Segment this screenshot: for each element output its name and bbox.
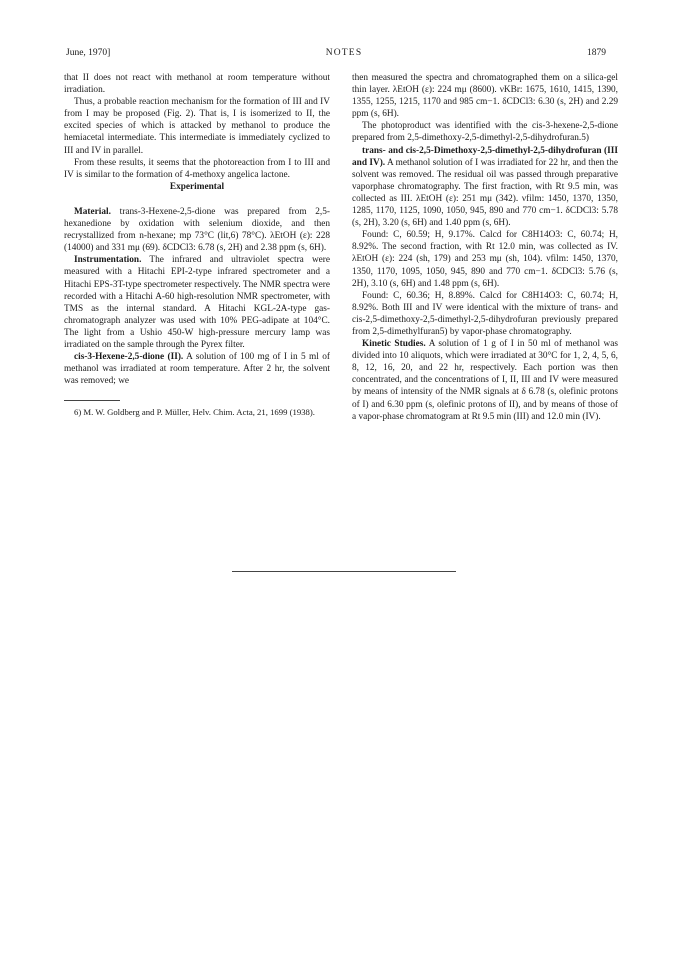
paragraph-kinetic [352, 338, 618, 423]
paragraph-instrumentation [64, 254, 330, 351]
paragraph-cis-hexenedione [64, 351, 330, 387]
paragraph-spectra: then measured the spectra and chromatographed them on a silica-gel thin layer. λEtOH (ε): 224 mμ (8600). νKBr: 1675, 1610, 1415, 1390, 1355, 1255, 1215, 1170 and 985 cm−1. δCDCl3: 6.30 (s, 2H) and 2.29 ppm (s, 6H). [352, 73, 618, 120]
end-of-article-rule [232, 571, 456, 572]
instrumentation-text: The infrared and ultraviolet spectra were measured with a Hitachi EPI-2-type infrared spectrometer and a Hitachi EPS-3T-type spectrometer respectively. The NMR spectra were recorded with a Hitachi A-60 high-resolution NMR spectrometer, with TMS as the internal standard. A Hitachi KGL-2A-type gas-chromatograph analyzer was used with 10% PEG-adipate at 104°C. The light from a Ushio 450-W high-pressure mercury lamp was irradiated on the sample through the Pyrex filter. [64, 255, 331, 350]
header-date: June, 1970] [66, 48, 111, 58]
page-header [0, 48, 688, 62]
cis-hexenedione-text: A solution of 100 mg of I in 5 ml of methanol was irradiated at room temperature. After 2 hr, the solvent was removed; we [64, 352, 330, 387]
dihydrofuran-label: trans- and cis-2,5-Dimethoxy-2,5-dimethyl-2,5-dihydrofuran (III and IV). [352, 145, 618, 168]
paragraph-photoproduct: The photoproduct was identified with the cis-3-hexene-2,5-dione prepared from 2,5-dimethoxy-2,5-dimethyl-2,5-dihydrofuran.5) [352, 121, 618, 144]
paragraph-mechanism: Thus, a probable reaction mechanism for the formation of III and IV from I may be proposed (Fig. 2). That is, I is isomerized to II, the excited species of which is attacked by methanol to produce the hemiacetal intermediate. This intermediate is immediately cyclized to III and IV in parallel. [64, 97, 330, 156]
paragraph-found-2: Found: C, 60.36; H, 8.89%. Calcd for C8H14O3: C, 60.74; H, 8.92%. Both III and IV were identical with the mixture of trans- and cis-2,5-dimethoxy-2,5-dimethyl-2,5-dihydrofuran previously prepared from 2,5-dimethylfuran5) by vapor-phase chromatography. [352, 290, 618, 337]
kinetic-label: Kinetic Studies. [362, 339, 426, 350]
material-label: Material. [74, 206, 111, 217]
paragraph-dihydrofuran [352, 145, 618, 230]
footnote-rule [64, 400, 120, 401]
paragraph-conclusion: From these results, it seems that the photoreaction from I to III and IV is similar to the formation of 4-methoxy angelica lactone. [64, 157, 330, 180]
page-number: 1879 [587, 48, 606, 58]
instrumentation-label: Instrumentation. [74, 255, 142, 266]
paragraph-continued: that II does not react with methanol at room temperature without irradiation. [64, 73, 330, 96]
paragraph-material [64, 206, 330, 254]
footnote: 6) M. W. Goldberg and P. Müller, Helv. Chim. Acta, 21, 1699 (1938). [74, 407, 315, 418]
header-section: NOTES [325, 48, 363, 58]
dihydrofuran-text: A methanol solution of I was irradiated for 22 hr, and then the solvent was removed. The residual oil was passed through preparative vaporphase chromatography. The first fraction, with Rt 9.5 min, was collected as III. λEtOH (ε): 251 mμ (342). νfilm: 1450, 1370, 1350, 1285, 1170, 1125, 1090, 1050, 945, 890 and 770 cm−1. δCDCl3: 5.78 (s, 2H), 3.20 (s, 6H) and 1.40 ppm (s, 6H). [352, 157, 619, 229]
left-column [64, 72, 330, 419]
paragraph-found-1: Found: C, 60.59; H, 9.17%. Calcd for C8H14O3: C, 60.74; H, 8.92%. The second fraction, with Rt 12.0 min, was collected as IV. λEtOH (ε): 224 (sh, 179) and 253 mμ (sh, 104). νfilm: 1450, 1370, 1350, 1170, 1095, 1050, 945, 890 and 770 cm−1. δCDCl3: 5.76 (s, 2H), 3.10 (s, 6H) and 1.48 ppm (s, 6H). [352, 230, 618, 289]
right-column [352, 72, 618, 423]
section-title-experimental: Experimental [169, 181, 225, 192]
cis-hexenedione-label: cis-3-Hexene-2,5-dione (II). [74, 352, 184, 363]
material-text: trans-3-Hexene-2,5-dione was prepared from 2,5-hexanedione by oxidation with selenium dioxide, and then recrystallized from n-hexane; mp 73°C (lit,6) 78°C). λEtOH (ε): 228 (14000) and 331 mμ (69). δCDCl3: 6.78 (s, 2H) and 2.38 ppm (s, 6H). [64, 206, 330, 254]
kinetic-text: A solution of 1 g of I in 50 ml of methanol was divided into 10 aliquots, which were irradiated at 30°C for 1, 2, 4, 5, 6, 8, 12, 16, 20, and 22 hr, respectively. Each portion was then concentrated, and the concentrations of I, II, III and IV were measured by means of intensity of the NMR signals at δ 6.78 (s, olefinic protons of I) and 6.30 ppm (s, olefinic protons of II), and by means of those of a vapor-phase chromatogram at Rt 9.5 min (III) and 12.0 min (IV). [352, 339, 618, 422]
